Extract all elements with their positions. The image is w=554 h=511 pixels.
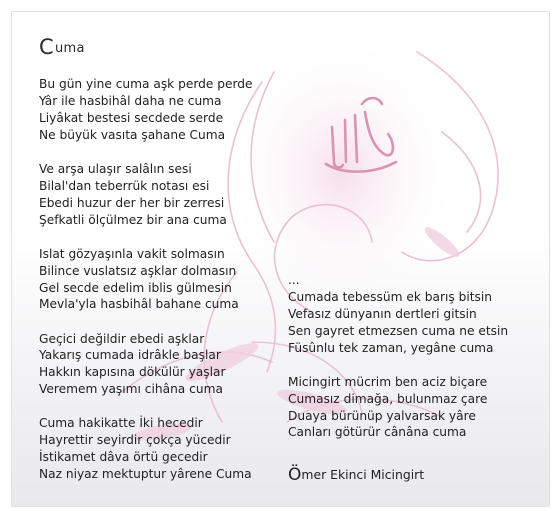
verse-line: Sen gayret etmezsen cuma ne etsin xyxy=(288,323,509,338)
verse-line: Bu gün yine cuma aşk perde perde xyxy=(39,77,253,91)
poem-left-column xyxy=(39,76,253,483)
poem-card xyxy=(11,11,550,507)
verse-line: Naz niyaz mektuptur yârene Cuma xyxy=(39,467,252,482)
poem-author xyxy=(288,465,424,485)
verse-line: Bilince vuslatsız aşklar dolmasın xyxy=(39,263,237,278)
verse-line: Şefkatli ölçülmez bir ana cuma xyxy=(39,212,227,227)
poem-title xyxy=(39,35,85,59)
verse-line: Islat gözyaşınla vakit solmasın xyxy=(39,246,225,261)
verse-line: Geçici değildir ebedi aşklar xyxy=(39,331,205,346)
verse-line: Liyâkat bestesi secdede serde xyxy=(39,110,224,125)
verse-line: Cumasız dimağa, bulunmaz çare xyxy=(288,391,488,406)
title-initial: C xyxy=(39,35,54,59)
verse-line: Vefasız dünyanın dertleri gitsin xyxy=(288,306,477,321)
verse-line: Gel secde edelim iblis gülmesin xyxy=(39,280,232,295)
poem-right-column xyxy=(288,272,508,441)
stanza-gap xyxy=(39,144,253,161)
verse-line: Füsûnlu tek zaman, yegâne cuma xyxy=(288,340,494,355)
verse-line: Cuma hakikatte İki hecedir xyxy=(39,416,203,431)
verse-line: Ve arşa ulaşır salâlın sesi xyxy=(39,161,192,176)
verse-line: Mevla'yla hasbihâl bahane cuma xyxy=(39,297,239,312)
stanza-gap xyxy=(39,313,253,330)
stanza-gap xyxy=(288,356,508,373)
verse-line: Hakkın kapısına dökülür yaşlar xyxy=(39,365,226,380)
verse-line: Micingirt mücrim ben aciz biçare xyxy=(288,374,488,389)
verse-line: Ebedi huzur der her bir zerresi xyxy=(39,195,225,210)
verse-line: Duaya bürünüp yalvarsak yâre xyxy=(288,408,476,423)
verse-line: Veremem yaşımı cihâna cuma xyxy=(39,382,223,397)
author-initial: Ö xyxy=(288,465,302,485)
verse-line: Ne büyük vasıta şahane Cuma xyxy=(39,127,226,142)
verse-line: Yâr ile hasbihâl daha ne cuma xyxy=(39,93,222,108)
title-rest: uma xyxy=(54,41,85,56)
verse-line: Canları götürür cânâna cuma xyxy=(288,425,467,440)
verse-line: Cumada tebessüm ek barış bitsin xyxy=(288,289,492,304)
author-name: mer Ekinci Micingirt xyxy=(301,467,425,482)
verse-line: İstikamet dâva örtü gecedir xyxy=(39,450,208,465)
stanza-gap xyxy=(39,228,253,245)
verse-line: Bilal'dan teberrük notası esi xyxy=(39,178,210,193)
stanza-gap xyxy=(39,398,253,415)
verse-line: Hayrettir seyirdir çokça yücedir xyxy=(39,433,231,448)
ellipsis: ... xyxy=(288,273,300,287)
verse-line: Yakarış cumada idrâkle başlar xyxy=(39,348,221,363)
